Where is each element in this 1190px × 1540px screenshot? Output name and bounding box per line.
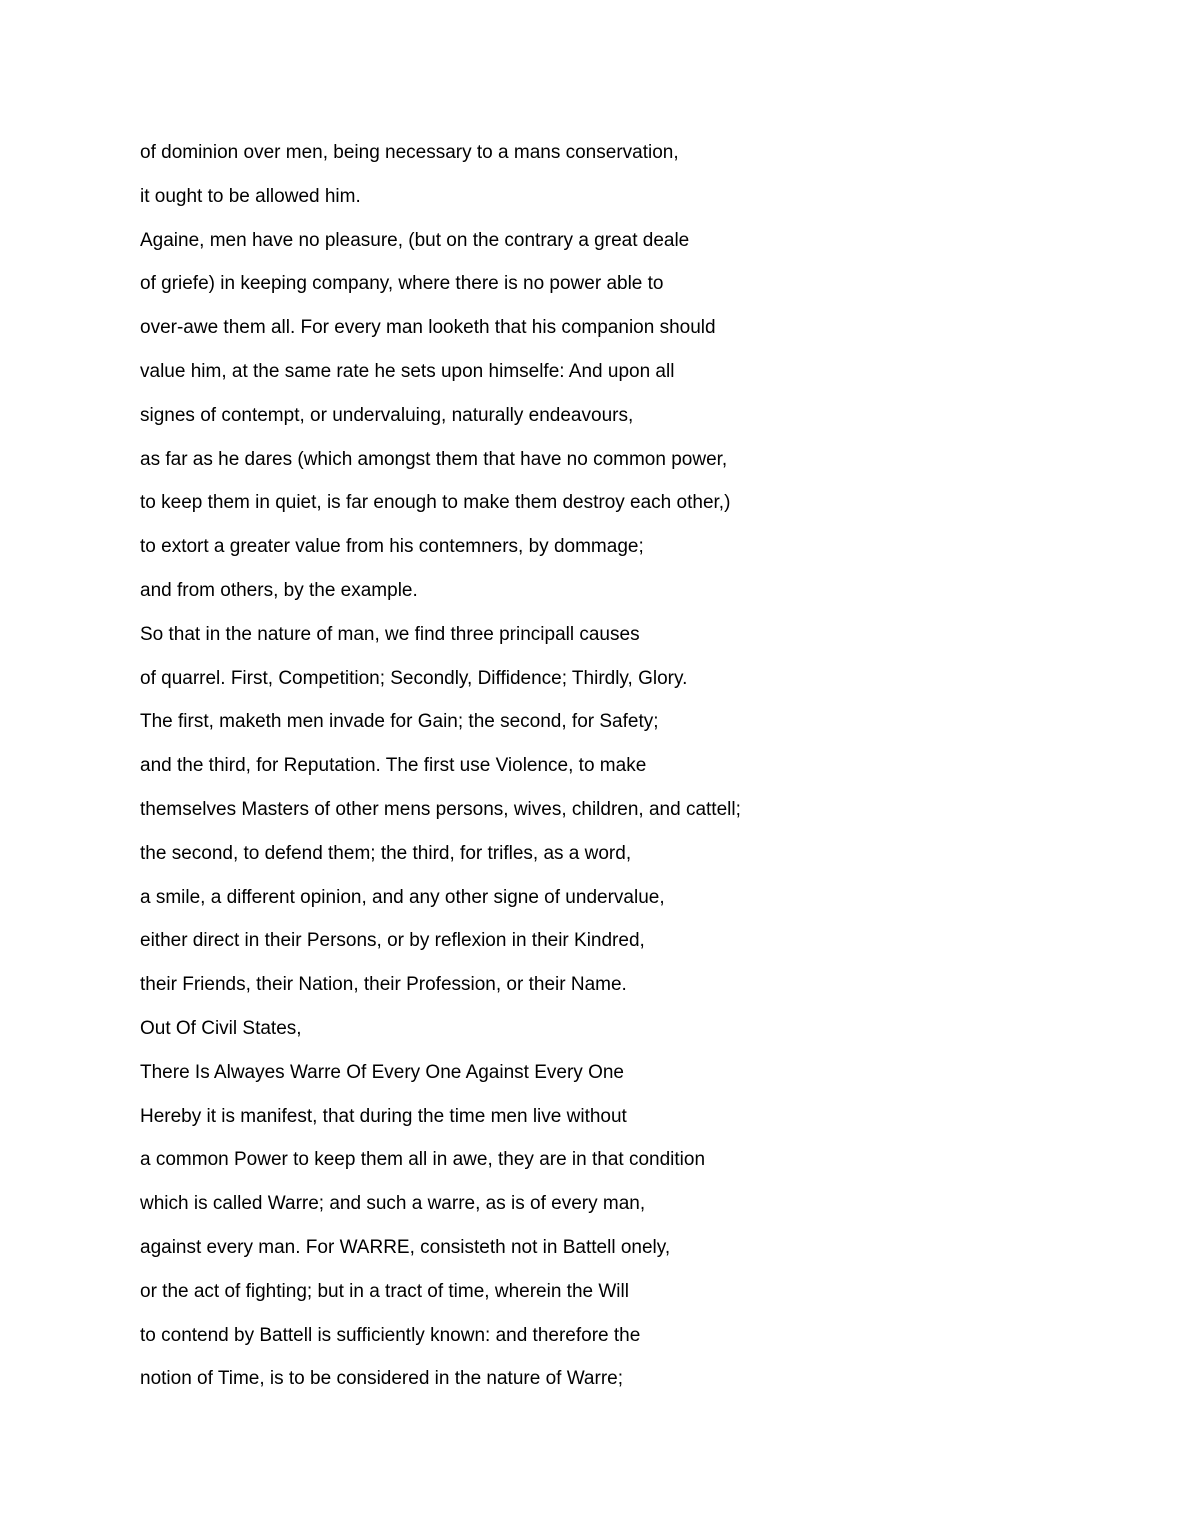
text-line: of griefe) in keeping company, where there is no power able to [140,273,664,295]
text-line: notion of Time, is to be considered in the nature of Warre; [140,1368,623,1390]
text-line: over-awe them all. For every man looketh that his companion should [140,317,716,339]
text-line: against every man. For WARRE, consisteth not in Battell onely, [140,1236,671,1258]
text-line: or the act of fighting; but in a tract of time, wherein the Will [140,1280,629,1302]
text-line: as far as he dares (which amongst them that have no common power, [140,448,728,470]
text-line: signes of contempt, or undervaluing, naturally endeavours, [140,404,634,426]
text-line: There Is Alwayes Warre Of Every One Against Every One [140,1061,624,1083]
text-line: either direct in their Persons, or by reflexion in their Kindred, [140,930,645,952]
text-line: the second, to defend them; the third, for trifles, as a word, [140,842,632,864]
text-line: value him, at the same rate he sets upon himselfe: And upon all [140,360,675,382]
text-line: So that in the nature of man, we find three principall causes [140,623,640,645]
text-line: and the third, for Reputation. The first use Violence, to make [140,755,647,777]
text-line: of dominion over men, being necessary to a mans conservation, [140,142,679,163]
text-line: a common Power to keep them all in awe, they are in that condition [140,1149,706,1171]
text-line: to contend by Battell is sufficiently known: and therefore the [140,1324,641,1346]
text-line: Againe, men have no pleasure, (but on the contrary a great deale [140,229,690,251]
text-line: and from others, by the example. [140,579,418,601]
text-line: to extort a greater value from his contemners, by dommage; [140,536,644,558]
text-line: Out Of Civil States, [140,1017,302,1039]
text-line: Hereby it is manifest, that during the time men live without [140,1105,627,1127]
text-line: to keep them in quiet, is far enough to make them destroy each other,) [140,492,731,514]
text-line: their Friends, their Nation, their Profession, or their Name. [140,974,627,996]
text-line: themselves Masters of other mens persons, wives, children, and cattell; [140,798,741,820]
text-line: it ought to be allowed him. [140,185,361,207]
text-line: a smile, a different opinion, and any other signe of undervalue, [140,886,665,908]
body-text [140,131,1100,1401]
text-line: The first, maketh men invade for Gain; the second, for Safety; [140,711,659,733]
text-line: of quarrel. First, Competition; Secondly, Diffidence; Thirdly, Glory. [140,667,688,689]
text-line: which is called Warre; and such a warre, as is of every man, [140,1193,646,1215]
